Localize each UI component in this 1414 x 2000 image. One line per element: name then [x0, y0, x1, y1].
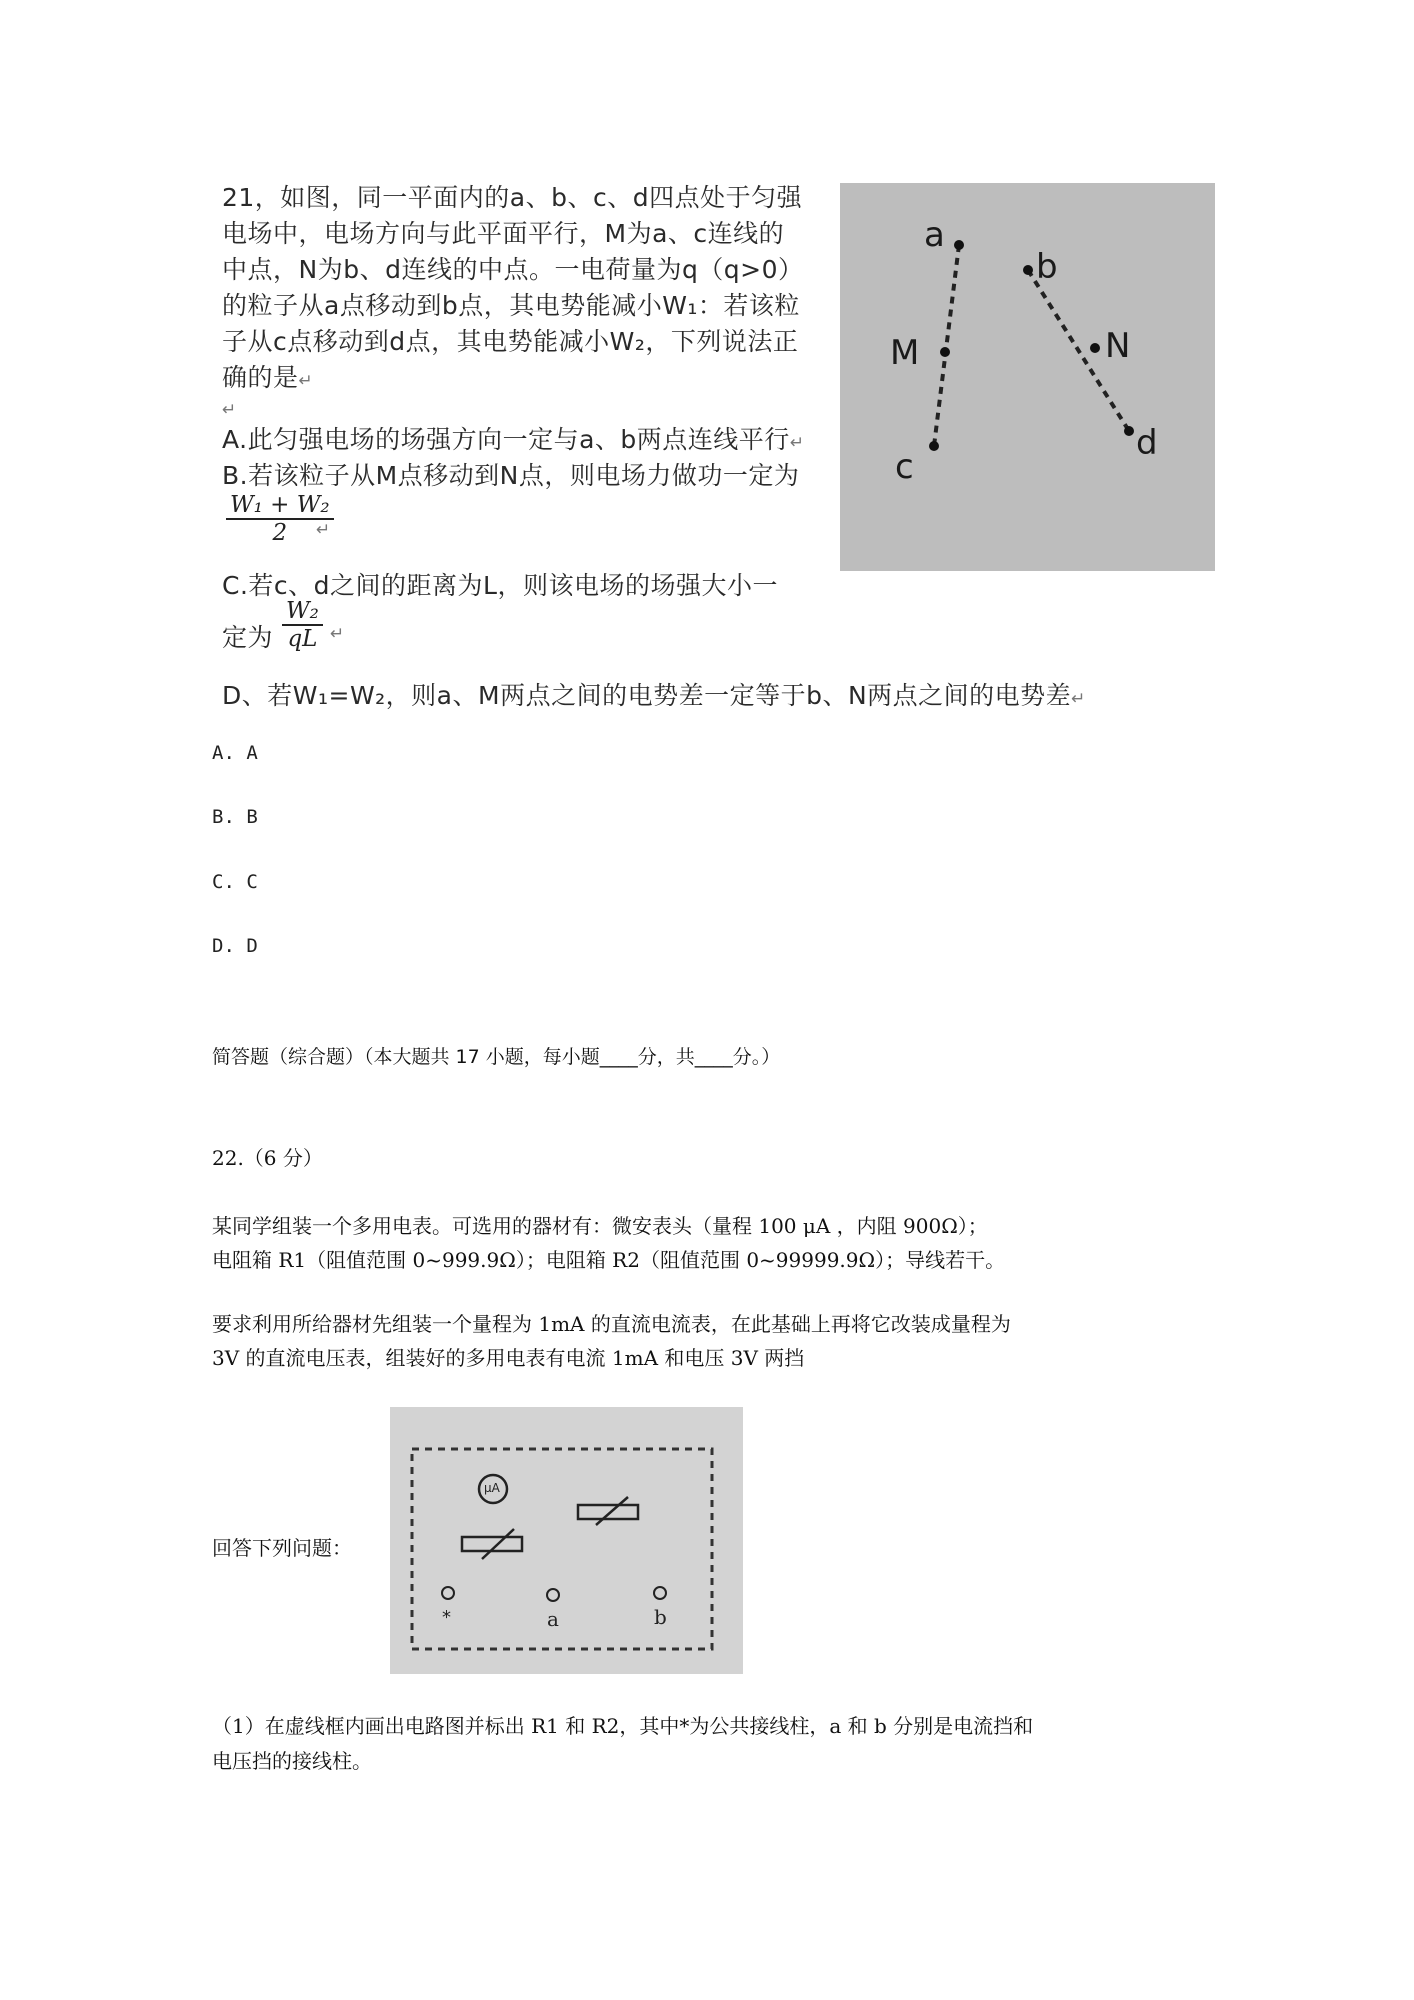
q21-line-2: 电场中，电场方向与此平面平行，M为a、c连线的: [222, 219, 785, 248]
fraction-numerator: W₂: [282, 598, 323, 626]
q22-para1-line2: 电阻箱 R1（阻值范围 0~999.9Ω）；电阻箱 R2（阻值范围 0~99999.9Ω）；导线若干。: [212, 1248, 1006, 1272]
section-header: 简答题（综合题）（本大题共 17 小题，每小题____分，共____分。）: [212, 1046, 781, 1068]
q22-answer-prompt: 回答下列问题：: [212, 1536, 352, 1560]
choice-b[interactable]: B. B: [212, 806, 258, 828]
q22-para1-line1: 某同学组装一个多用电表。可选用的器材有：微安表头（量程 100 μA ，内阻 900Ω）；: [212, 1214, 988, 1238]
fraction-denominator: qL: [287, 626, 318, 652]
terminal-a-label: a: [547, 1607, 559, 1631]
return-mark: ↵: [330, 624, 345, 644]
return-mark: ↵: [1071, 689, 1086, 709]
q22-sub1-line1: （1）在虚线框内画出电路图并标出 R1 和 R2，其中*为公共接线柱，a 和 b 分别是电流挡和: [212, 1714, 1034, 1738]
return-mark: ↵: [222, 400, 237, 420]
q21-option-a: [222, 420, 805, 456]
point-c-dot: [929, 441, 939, 451]
return-mark: ↵: [789, 433, 805, 453]
q21-line-4: 的粒子从a点移动到b点，其电势能减小W₁：若该粒: [222, 291, 800, 320]
fraction-numerator: W₁ + W₂: [226, 492, 334, 520]
point-a-label: a: [924, 215, 945, 255]
return-mark: ↵: [316, 520, 331, 540]
point-N-label: N: [1105, 326, 1131, 366]
return-mark: ↵: [298, 371, 314, 391]
line-a-c: [934, 245, 959, 446]
common-terminal-icon: [442, 1587, 454, 1599]
q21-option-c-line1: C.若c、d之间的距离为L，则该电场的场强大小一: [222, 571, 778, 600]
q21-line-6-text: 确的是: [222, 363, 299, 392]
q22-para2-line1: 要求利用所给器材先组装一个量程为 1mA 的直流电流表，在此基础上再将它改装成量程为: [212, 1312, 1011, 1336]
q22-sub1-line2: 电压挡的接线柱。: [212, 1749, 372, 1773]
q21-line-5: 子从c点移动到d点，其电势能减小W₂，下列说法正: [222, 327, 799, 356]
q21-option-d: [222, 676, 1086, 712]
q21-option-c-fraction: [282, 598, 323, 652]
resistor-box-2-icon: [578, 1505, 638, 1519]
choice-a[interactable]: A. A: [212, 742, 258, 764]
q21-line-3: 中点，N为b、d连线的中点。一电荷量为q（q>0）: [222, 255, 804, 284]
terminal-b-label: b: [654, 1605, 667, 1629]
choice-d[interactable]: D. D: [212, 935, 258, 957]
point-b-dot: [1023, 265, 1033, 275]
q21-option-d-text: D、若W₁=W₂，则a、M两点之间的电势差一定等于b、N两点之间的电势差: [222, 681, 1072, 710]
q22-para2-line2: 3V 的直流电压表，组装好的多用电表有电流 1mA 和电压 3V 两挡: [212, 1346, 805, 1370]
terminal-b-icon: [654, 1587, 666, 1599]
microammeter-label: μA: [484, 1481, 500, 1495]
point-M-label: M: [890, 333, 920, 373]
q21-option-b: B.若该粒子从M点移动到N点，则电场力做功一定为: [222, 461, 800, 490]
resistor-box-1-arrow: [482, 1529, 514, 1559]
point-a-dot: [954, 240, 964, 250]
circuit-box-diagram: [390, 1407, 743, 1674]
common-terminal-label: *: [442, 1607, 451, 1628]
point-d-dot: [1124, 426, 1134, 436]
point-c-label: c: [895, 447, 914, 487]
q21-option-c-prefix: 定为: [222, 623, 274, 652]
q21-line-6: [222, 358, 313, 394]
q21-option-a-text: A.此匀强电场的场强方向一定与a、b两点连线平行: [222, 425, 790, 454]
point-b-label: b: [1036, 247, 1058, 287]
dashed-box: [412, 1449, 712, 1649]
resistor-box-2-arrow: [596, 1497, 628, 1525]
choice-c[interactable]: C. C: [212, 871, 258, 893]
fraction-denominator: 2: [272, 520, 288, 546]
point-d-label: d: [1136, 423, 1158, 463]
field-points-diagram: [840, 183, 1215, 571]
q21-line-1: 21，如图，同一平面内的a、b、c、d四点处于匀强: [222, 183, 803, 212]
q22-number: 22.（6 分）: [212, 1146, 323, 1170]
circuit-box-figure: [390, 1407, 743, 1674]
q21-blank-line: [222, 392, 237, 421]
terminal-a-icon: [547, 1589, 559, 1601]
point-M-dot: [940, 347, 950, 357]
point-N-dot: [1090, 343, 1100, 353]
field-points-figure: [840, 183, 1215, 571]
